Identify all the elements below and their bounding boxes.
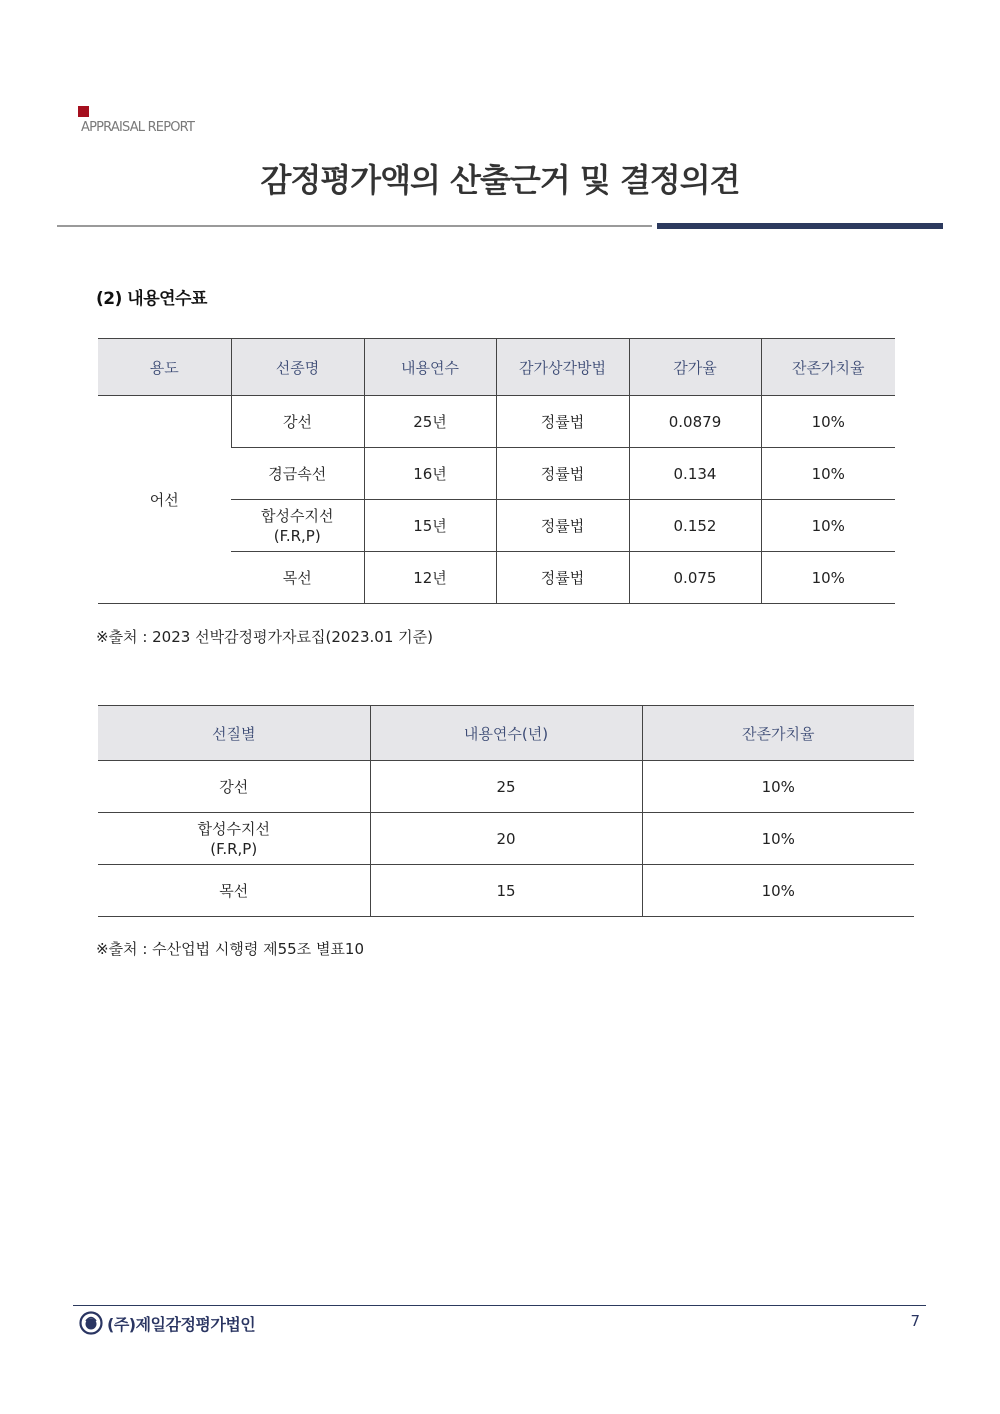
table-row: [98, 813, 914, 865]
vessel-type-cell: 목선: [231, 552, 364, 604]
depreciation-method-cell: 정률법: [496, 552, 629, 604]
report-mark-icon: [78, 106, 89, 117]
depreciation-rate-cell: 0.0879: [629, 396, 761, 448]
material-type-name: 합성수지선: [197, 819, 270, 838]
vessel-material-table: [98, 705, 914, 917]
header-depreciation-rate: 감가율: [629, 339, 761, 396]
header-usage: 용도: [98, 339, 231, 396]
usage-group-cell: 어선: [98, 396, 231, 604]
residual-value-cell: 10%: [761, 396, 895, 448]
material-type-abbrev: (F.R,P): [210, 839, 258, 858]
residual-value-cell: 10%: [642, 865, 914, 917]
useful-life-cell: 12년: [364, 552, 496, 604]
material-type-cell: 목선: [98, 865, 370, 917]
depreciation-rate-cell: 0.152: [629, 500, 761, 552]
useful-life-cell: 15: [370, 865, 642, 917]
table-row: [98, 865, 914, 917]
table-header-row: [98, 706, 914, 761]
footer-company-name: (주)제일감정평가법인: [107, 1315, 256, 1334]
useful-life-cell: 25년: [364, 396, 496, 448]
residual-value-cell: 10%: [761, 500, 895, 552]
source-note: ※출처 : 2023 선박감정평가자료집(2023.01 기준): [96, 628, 433, 646]
material-type-cell: 강선: [98, 761, 370, 813]
useful-life-cell: 20: [370, 813, 642, 865]
report-label: APPRAISAL REPORT: [81, 120, 195, 135]
residual-value-cell: 10%: [642, 813, 914, 865]
header-residual-value-rate: 잔존가치율: [761, 339, 895, 396]
header-divider-thin: [57, 225, 652, 227]
useful-life-cell: 25: [370, 761, 642, 813]
depreciation-rate-cell: 0.075: [629, 552, 761, 604]
header-useful-life: 내용연수: [364, 339, 496, 396]
source-note: ※출처 : 수산업법 시행령 제55조 별표10: [96, 940, 365, 958]
vessel-type-cell: [231, 500, 364, 552]
depreciation-method-cell: 정률법: [496, 448, 629, 500]
vessel-type-cell: 경금속선: [231, 448, 364, 500]
header-depreciation-method: 감가상각방법: [496, 339, 629, 396]
footer-divider: [73, 1305, 926, 1306]
header-material-type: 선질별: [98, 706, 370, 761]
page-title: 감정평가액의 산출근거 및 결정의견: [260, 161, 740, 199]
residual-value-cell: 10%: [761, 448, 895, 500]
header-vessel-type: 선종명: [231, 339, 364, 396]
table-header-row: [98, 339, 895, 396]
material-type-cell: [98, 813, 370, 865]
vessel-type-cell: 강선: [231, 396, 364, 448]
header-useful-life-years: 내용연수(년): [370, 706, 642, 761]
useful-life-table: [98, 338, 895, 604]
page-number: 7: [910, 1312, 920, 1330]
depreciation-method-cell: 정률법: [496, 500, 629, 552]
depreciation-method-cell: 정률법: [496, 396, 629, 448]
vessel-type-name: 합성수지선: [261, 506, 334, 525]
depreciation-rate-cell: 0.134: [629, 448, 761, 500]
table-row: [98, 761, 914, 813]
company-emblem-icon: [79, 1311, 103, 1335]
residual-value-cell: 10%: [642, 761, 914, 813]
useful-life-cell: 16년: [364, 448, 496, 500]
vessel-type-abbrev: (F.R,P): [273, 526, 321, 545]
table-row: [98, 396, 895, 448]
useful-life-cell: 15년: [364, 500, 496, 552]
section-heading: (2) 내용연수표: [96, 289, 207, 309]
header-divider-thick: [657, 223, 943, 229]
residual-value-cell: 10%: [761, 552, 895, 604]
header-residual-value-rate: 잔존가치율: [642, 706, 914, 761]
